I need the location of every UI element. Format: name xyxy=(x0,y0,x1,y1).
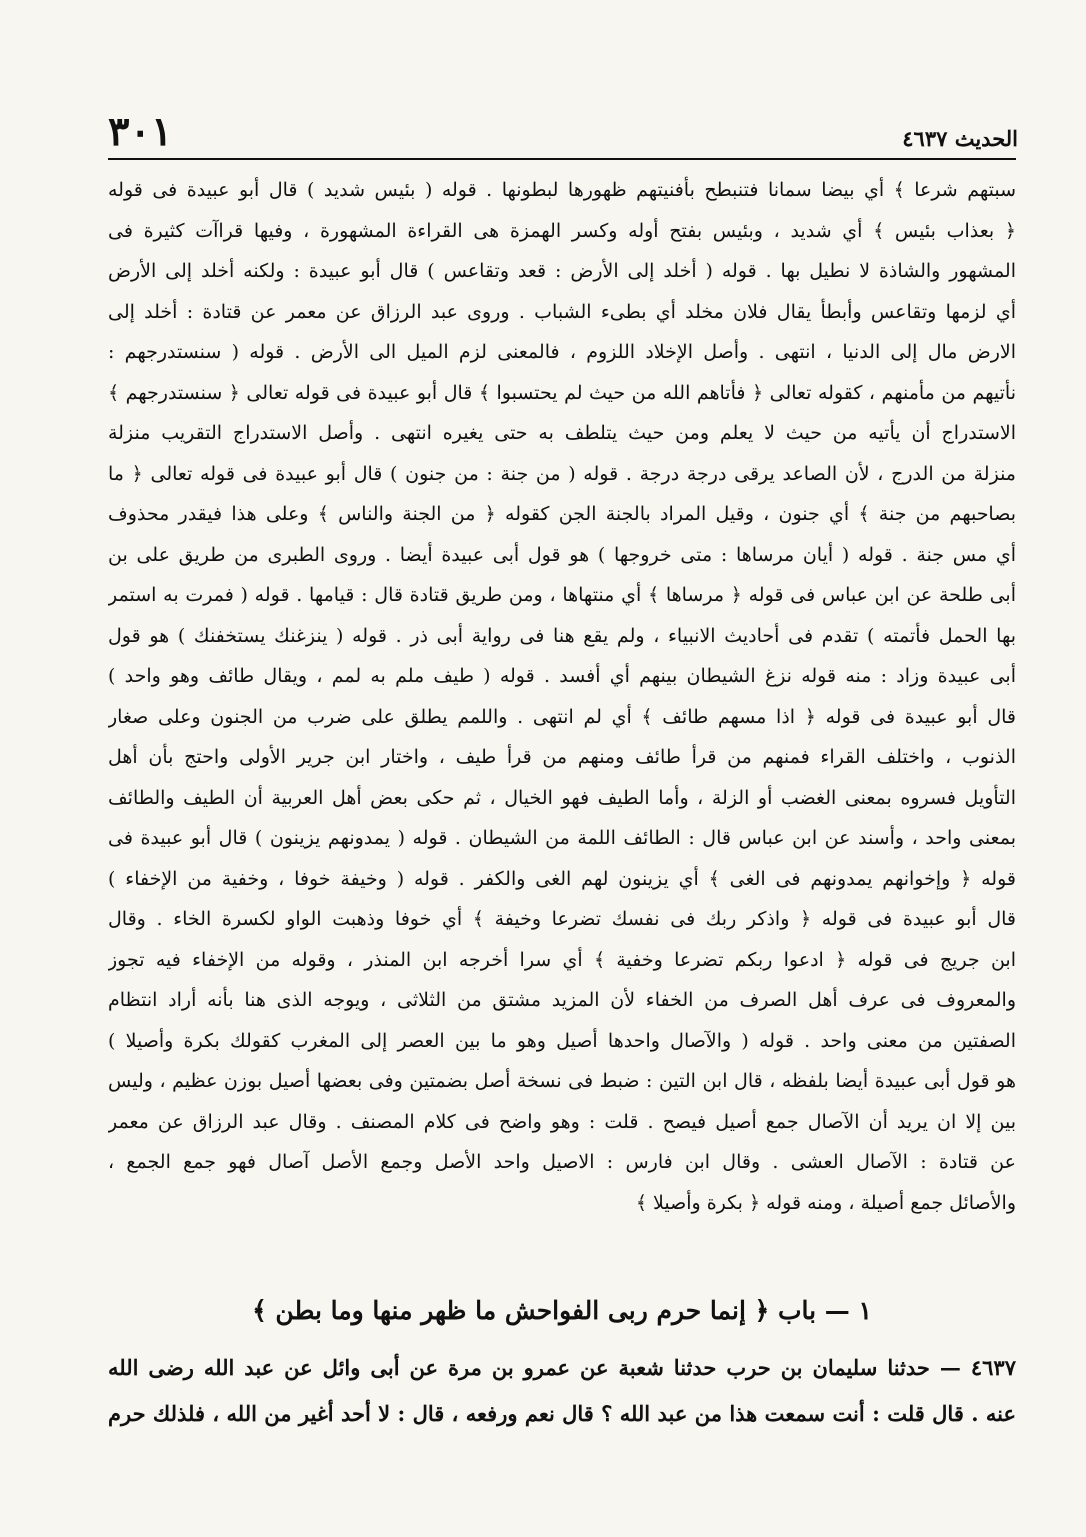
text-line: الارض مال إلى الدنيا ، انتهى . وأصل الإخلاد اللزوم ، فالمعنى لزم الميل الى الأرض . قوله ( سنستدرجهم : xyxy=(108,341,1016,363)
text-line: نأتيهم من مأمنهم ، كقوله تعالى ﴿ فأتاهم الله من حيث لم يحتسبوا ﴾ قال أبو عبيدة فى قوله تعالى ﴿ سنستدرجهم ﴾ xyxy=(108,381,1016,404)
text-line: بها الحمل فأتمته ) تقدم فى أحاديث الانبياء ، ولم يقع هنا فى رواية أبى ذر . قوله ( ينزغنك يستخفنك ) هو قول xyxy=(108,624,1016,647)
text-line: أبى عبيدة وزاد : منه قوله نزغ الشيطان بينهم أي أفسد . قوله ( طيف ملم به لمم ، ويقال طائف وهو واحد ) xyxy=(108,665,1016,687)
page-number: ٣٠١ xyxy=(108,108,173,155)
running-title: الحديث ٤٦٣٧ xyxy=(902,126,1018,151)
header-rule xyxy=(108,158,1016,160)
text-line: المشهور والشاذة لا نطيل بها . قوله ( أخلد إلى الأرض : قعد وتقاعس ) قال أبو عبيدة : ولكنه أخلد إلى الأرض xyxy=(108,260,1016,282)
text-line: أبى طلحة عن ابن عباس فى قوله ﴿ مرساها ﴾ أي منتهاها ، ومن طريق قتادة قال : قيامها . قوله ( فمرت به استمر xyxy=(108,584,1016,606)
hadith-line: عنه . قال قلت : أنت سمعت هذا من عبد الله ؟ قال نعم ورفعه ، قال : لا أحد أغير من الله ، فلذلك حرم xyxy=(108,1401,1016,1426)
text-line: قال أبو عبيدة فى قوله ﴿ واذكر ربك فى نفسك تضرعا وخيفة ﴾ أي خوفا وذهبت الواو لكسرة الخاء . وقال xyxy=(108,908,1016,930)
hadith-line: ٤٦٣٧ — حدثنا سليمان بن حرب حدثنا شعبة عن عمرو بن مرة عن أبى وائل عن عبد الله رضى الله xyxy=(108,1355,1016,1380)
text-line: والأصائل جمع أصيلة ، ومنه قوله ﴿ بكرة وأصيلا ﴾ xyxy=(635,1191,1016,1214)
text-line: منزلة من الدرج ، لأن الصاعد يرقى درجة درجة . قوله ( من جنة : من جنون ) قال أبو عبيدة فى قوله تعالى ﴿ ما xyxy=(108,462,1016,485)
commentary-body xyxy=(108,170,1016,1223)
text-line: ابن جريج فى قوله ﴿ ادعوا ربكم تضرعا وخفية ﴾ أي سرا أخرجه ابن المنذر ، وقوله من الإخفاء فيه تجوز xyxy=(108,948,1016,971)
page-header xyxy=(108,108,1018,156)
text-line: الاستدراج أن يأتيه من حيث لا يعلم ومن حيث يتلطف به حتى يغيره انتهى . وأصل الاستدراج التقريب منزلة xyxy=(108,422,1016,444)
text-line: قال أبو عبيدة فى قوله ﴿ اذا مسهم طائف ﴾ أي لم انتهى . واللمم يطلق على ضرب من الجنون وعلى صغار xyxy=(108,705,1016,728)
text-line: الذنوب ، واختلف القراء فمنهم من قرأ طائف ومنهم من قرأ طيف ، واختار ابن جرير الأولى واحتج بأن أهل xyxy=(108,746,1016,768)
text-line: أي مس جنة . قوله ( أيان مرساها : متى خروجها ) هو قول أبى عبيدة أيضا . وروى الطبرى من طريق على بن xyxy=(108,543,1016,566)
text-line: بمعنى واحد ، وأسند عن ابن عباس قال : الطائف اللمة من الشيطان . قوله ( يمدونهم يزينون ) قال أبو عبيدة فى xyxy=(108,827,1016,849)
text-line: بصاحبهم من جنة ﴾ أي جنون ، وقيل المراد بالجنة الجن كقوله ﴿ من الجنة والناس ﴾ وعلى هذا فيقدر محذوف xyxy=(108,503,1016,525)
text-line: والمعروف فى عرف أهل الصرف من الخفاء لأن المزيد مشتق من الثلاثى ، ويوجه الذى هنا بأنه أراد انتظام xyxy=(108,989,1016,1011)
text-line: التأويل فسروه بمعنى الغضب أو الزلة ، وأما الطيف فهو الخيال ، ثم حكى بعض أهل العربية أن الطيف والطائف xyxy=(108,786,1016,809)
text-line: بين إلا ان يريد أن الآصال جمع أصيل فيصح . قلت : وهو واضح فى كلام المصنف . وقال عبد الرزاق عن معمر xyxy=(108,1110,1016,1133)
text-line: سبتهم شرعا ﴾ أي بيضا سمانا فتنبطح بأفنيتهم ظهورها لبطونها . قوله ( بئيس شديد ) قال أبو عبيدة فى قوله xyxy=(108,179,1016,201)
text-line: عن قتادة : الآصال العشى . وقال ابن فارس : الاصيل واحد الأصل وجمع الأصل آصال فهو جمع الجمع ، xyxy=(108,1151,1016,1173)
text-line: الصفتين من معنى واحد . قوله ( والآصال واحدها أصيل وهو ما بين العصر إلى المغرب كقولك بكرة وأصيلا ) xyxy=(108,1029,1016,1052)
text-line: هو قول أبى عبيدة أيضا بلفظه ، قال ابن التين : ضبط فى نسخة أصل بضمتين وفى بعضها أصيل بوزن عظيم ، وليس xyxy=(108,1070,1016,1092)
text-line: قوله ﴿ وإخوانهم يمدونهم فى الغى ﴾ أي يزينون لهم الغى والكفر . قوله ( وخيفة خوفا ، وخفية من الإخفاء ) xyxy=(108,867,1016,890)
text-line: ﴿ بعذاب بئيس ﴾ أي شديد ، وبئيس بفتح أوله وكسر الهمزة هى القراءة المشهورة ، وفيها قراآت كثيرة فى xyxy=(108,219,1016,242)
chapter-heading: ١ — باب ﴿ إنما حرم ربى الفواحش ما ظهر منها وما بطن ﴾ xyxy=(252,1296,872,1325)
text-line: أي لزمها وتقاعس وأبطأ يقال فلان مخلد أي بطىء الشباب . وروى عبد الرزاق عن معمر عن قتادة : أخلد إلى xyxy=(108,300,1016,323)
hadith-text xyxy=(108,1345,1016,1437)
